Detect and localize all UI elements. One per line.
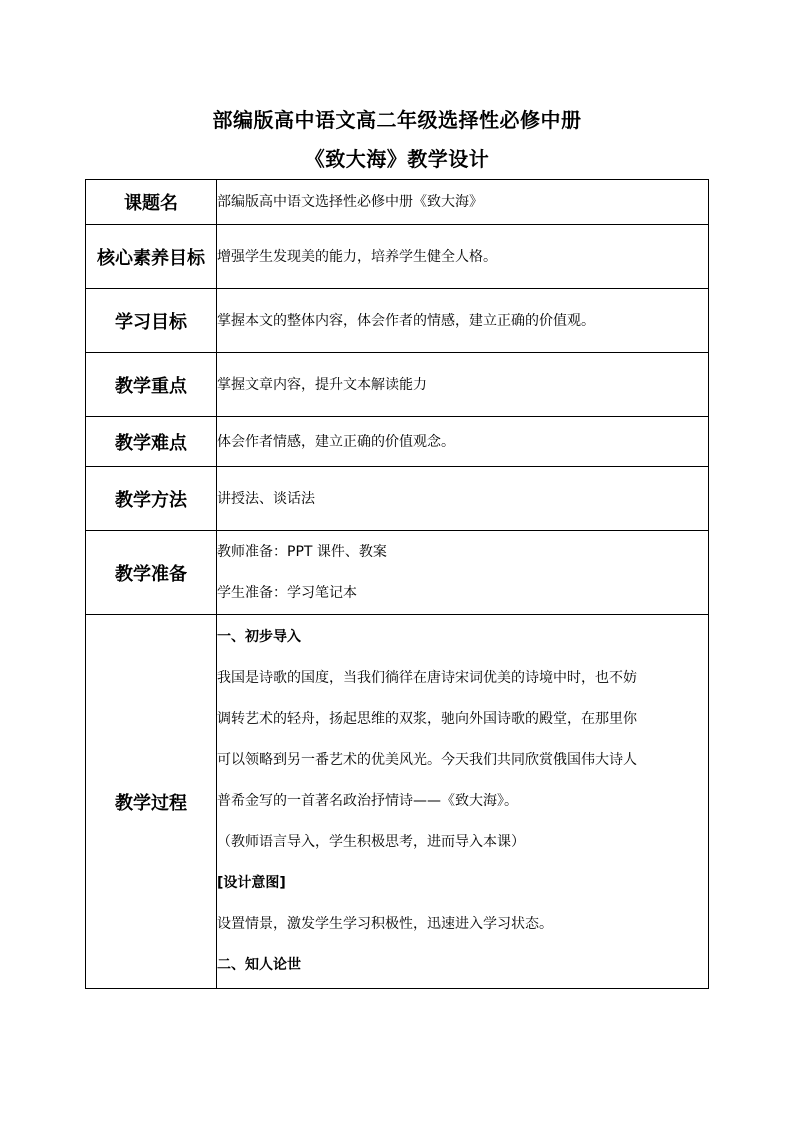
learning-goal-value: 掌握本文的整体内容，体会作者的情感，建立正确的价值观。 (217, 289, 709, 353)
table-row-process (86, 615, 709, 989)
table-row-core-goal (86, 225, 709, 289)
table-row-learning-goal (86, 289, 709, 353)
method-label: 教学方法 (86, 467, 217, 531)
difficulty-label: 教学难点 (86, 417, 217, 467)
process-paragraph-line: 我国是诗歌的国度，当我们徜徉在唐诗宋词优美的诗境中时，也不妨 (217, 670, 637, 686)
teacher-preparation: 教师准备：PPT 课件、教案 (217, 543, 387, 560)
document-title: 部编版高中语文高二年级选择性必修中册 (212, 108, 582, 132)
learning-goal-label: 学习目标 (86, 289, 217, 353)
preparation-value (217, 531, 709, 615)
process-paragraph-line: 调转艺术的轻舟，扬起思维的双浆，驰向外国诗歌的殿堂，在那里你 (217, 711, 637, 727)
difficulty-value: 体会作者情感，建立正确的价值观念。 (217, 417, 709, 467)
process-paragraph-line: 可以领略到另一番艺术的优美风光。今天我们共同欣赏俄国伟大诗人 (217, 752, 637, 768)
core-goal-label: 核心素养目标 (86, 225, 217, 289)
table-row-difficulty (86, 417, 709, 467)
method-value: 讲授法、谈话法 (217, 467, 709, 531)
document-subtitle: 《致大海》教学设计 (304, 147, 490, 171)
table-row-method (86, 467, 709, 531)
process-value (217, 615, 709, 989)
process-paragraph-line: 普希金写的一首著名政治抒情诗——《致大海》。 (217, 793, 518, 809)
topic-value: 部编版高中语文选择性必修中册《致大海》 (217, 180, 709, 225)
lesson-plan-table (85, 179, 709, 989)
process-section-heading: 一、初步导入 (217, 629, 301, 645)
core-goal-value: 增强学生发现美的能力，培养学生健全人格。 (217, 225, 709, 289)
table-row-key-point (86, 353, 709, 417)
design-intent-text: 设置情景，激发学生学习积极性，迅速进入学习状态。 (217, 916, 553, 932)
preparation-label: 教学准备 (86, 531, 217, 615)
key-point-value: 掌握文章内容，提升文本解读能力 (217, 353, 709, 417)
student-preparation: 学生准备：学习笔记本 (217, 584, 357, 601)
process-note: （教师语言导入，学生积极思考，进而导入本课） (217, 834, 525, 850)
process-section-heading: 二、知人论世 (217, 957, 301, 973)
table-row-preparation (86, 531, 709, 615)
topic-label: 课题名 (86, 180, 217, 225)
design-intent-heading: [设计意图] (217, 875, 286, 891)
key-point-label: 教学重点 (86, 353, 217, 417)
table-row-topic (86, 180, 709, 225)
process-label: 教学过程 (86, 615, 217, 989)
